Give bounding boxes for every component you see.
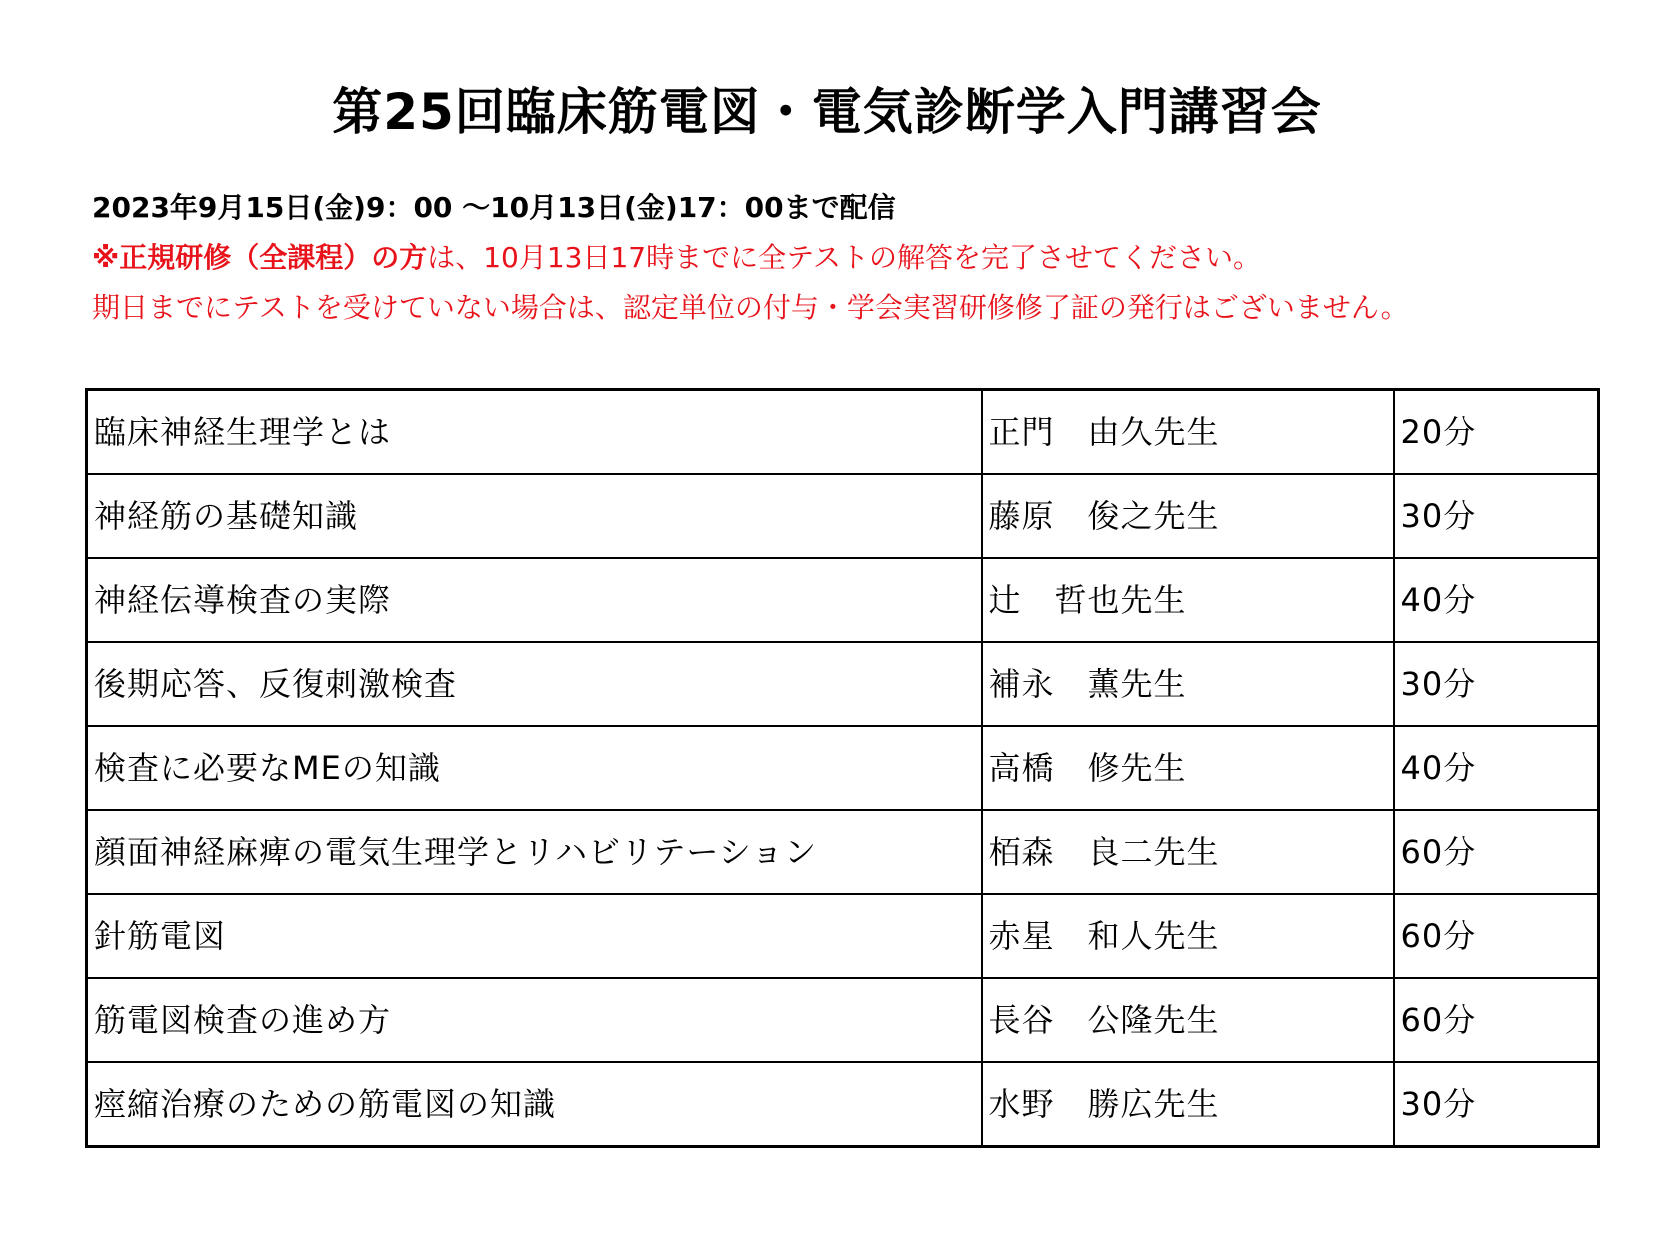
notice-line-1 xyxy=(92,233,1592,283)
lecture-duration: 30分 xyxy=(1394,642,1599,726)
lecture-duration: 20分 xyxy=(1394,390,1599,475)
lecture-lecturer: 水野 勝広先生 xyxy=(982,1062,1394,1147)
table-row xyxy=(87,978,1599,1062)
lecture-topic: 検査に必要なMEの知識 xyxy=(87,726,982,810)
lecture-topic: 痙縮治療のための筋電図の知識 xyxy=(87,1062,982,1147)
lecture-duration: 60分 xyxy=(1394,894,1599,978)
table-row xyxy=(87,474,1599,558)
table-row xyxy=(87,642,1599,726)
lecture-lecturer: 藤原 俊之先生 xyxy=(982,474,1394,558)
table-row xyxy=(87,390,1599,475)
notice-line-1-text: は、10月13日17時までに全テストの解答を完了させてください。 xyxy=(427,241,1262,274)
lecture-table xyxy=(85,388,1600,1148)
lecture-duration: 60分 xyxy=(1394,978,1599,1062)
lecture-lecturer: 長谷 公隆先生 xyxy=(982,978,1394,1062)
lecture-duration: 30分 xyxy=(1394,1062,1599,1147)
lecture-lecturer: 辻 哲也先生 xyxy=(982,558,1394,642)
lecture-lecturer: 高橋 修先生 xyxy=(982,726,1394,810)
table-row xyxy=(87,810,1599,894)
lecture-lecturer: 正門 由久先生 xyxy=(982,390,1394,475)
table-row xyxy=(87,558,1599,642)
lecture-topic: 神経筋の基礎知識 xyxy=(87,474,982,558)
page-title: 第25回臨床筋電図・電気診断学入門講習会 xyxy=(332,83,1322,141)
table-row xyxy=(87,726,1599,810)
notice-line-1-emphasis: ※正規研修（全課程）の方 xyxy=(92,241,428,274)
lecture-topic: 筋電図検査の進め方 xyxy=(87,978,982,1062)
lecture-topic: 臨床神経生理学とは xyxy=(87,390,982,475)
lecture-duration: 40分 xyxy=(1394,726,1599,810)
notice-line-2: 期日までにテストを受けていない場合は、認定単位の付与・学会実習研修修了証の発行はございません。 xyxy=(92,291,1409,324)
lecture-duration: 40分 xyxy=(1394,558,1599,642)
lecture-duration: 60分 xyxy=(1394,810,1599,894)
lecture-duration: 30分 xyxy=(1394,474,1599,558)
lecture-lecturer: 赤星 和人先生 xyxy=(982,894,1394,978)
table-row xyxy=(87,1062,1599,1147)
table-row xyxy=(87,894,1599,978)
lecture-lecturer: 栢森 良二先生 xyxy=(982,810,1394,894)
lecture-topic: 顔面神経麻痺の電気生理学とリハビリテーション xyxy=(87,810,982,894)
lecture-topic: 針筋電図 xyxy=(87,894,982,978)
notice-block xyxy=(92,183,1592,333)
lecture-topic: 神経伝導検査の実際 xyxy=(87,558,982,642)
lecture-topic: 後期応答、反復刺激検査 xyxy=(87,642,982,726)
distribution-schedule: 2023年9月15日(金)9：00 〜10月13日(金)17：00まで配信 xyxy=(92,191,896,224)
lecture-lecturer: 補永 薫先生 xyxy=(982,642,1394,726)
